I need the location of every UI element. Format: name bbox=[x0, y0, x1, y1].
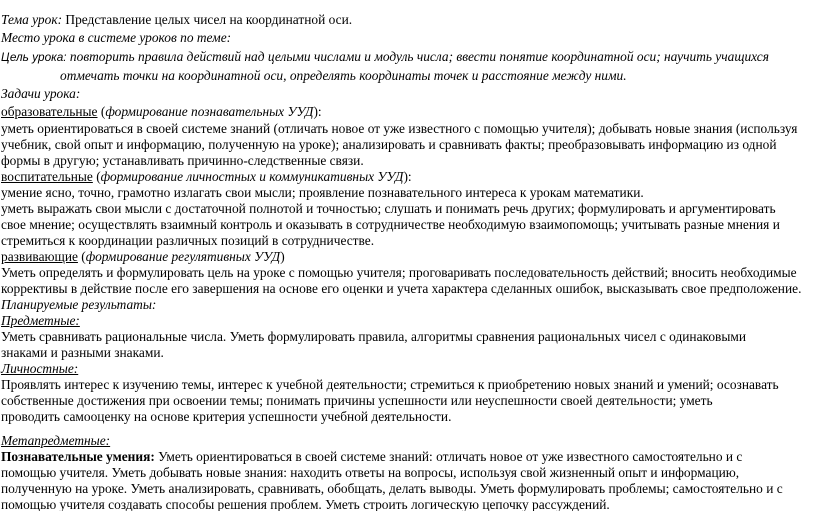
upbringing-line: умение ясно, точно, грамотно излагать свои мысли; проявление познавательного интереса к урокам математики. bbox=[1, 185, 644, 200]
personal-line: Проявлять интерес к изучению темы, интерес к учебной деятельности; стремиться к приобретению новых знаний и умений; осознавать bbox=[1, 377, 779, 392]
goal-text-2: отмечать точки на координатной оси, определять координаты точек и расстояние между ними. bbox=[60, 68, 627, 83]
educational-close: ): bbox=[313, 104, 322, 119]
personal-line: проводить самооценку на основе критерия успешности учебной деятельности. bbox=[1, 409, 452, 424]
subject-line: Уметь сравнивать рациональные числа. Уметь формулировать правила, алгоритмы сравнения рациональных чисел с одинаковыми bbox=[1, 329, 747, 344]
educational-line: уметь ориентироваться в своей системе знаний (отличать новое от уже известного с помощью учителя); добывать новые знания (используя bbox=[1, 121, 798, 136]
upbringing-head: воспитательные bbox=[1, 169, 93, 184]
meta-line: Уметь ориентироваться в своей системе знаний: отличать новое от уже известного самостоятельно и с bbox=[154, 449, 743, 464]
educational-heading bbox=[1, 104, 322, 120]
topic-text: Представление целых чисел на координатной оси. bbox=[62, 12, 353, 27]
upbringing-line: уметь выражать свои мысли с достаточной полнотой и точностью; слушать и понимать речь других; формулировать и аргументировать bbox=[1, 201, 776, 216]
upbringing-sub: формирование личностных и коммуникативных УУД bbox=[100, 169, 404, 184]
topic-label: Тема урок: bbox=[1, 12, 63, 27]
subject-label: Предметные: bbox=[1, 313, 80, 328]
meta-label: Метапредметные: bbox=[1, 433, 111, 448]
developing-head: развивающие bbox=[1, 249, 78, 264]
educational-line: формы в другую; устанавливать причинно-следственные связи. bbox=[1, 153, 364, 168]
upbringing-line: свое мнение; осуществлять взаимный контроль и оказывать в сотрудничестве необходимую взаимопомощь; учитывать разные мнения и bbox=[1, 217, 780, 232]
personal-line: собственные достижения при освоении темы; понимать причины успешности или неуспешности своей деятельности; уметь bbox=[1, 393, 713, 408]
educational-line: учебник, свой опыт и информацию, полученную на уроке); анализировать и сравнивать факты; преобразовывать информацию из одной bbox=[1, 137, 777, 152]
developing-close: ) bbox=[280, 249, 285, 264]
upbringing-line: стремиться к координации различных позиций в сотрудничестве. bbox=[1, 233, 375, 248]
personal-label: Личностные: bbox=[1, 361, 79, 376]
upbringing-close: ): bbox=[403, 169, 412, 184]
developing-line: Уметь определять и формулировать цель на уроке с помощью учителя; проговаривать последовательность действий; вносить необходимые bbox=[1, 265, 797, 280]
subject-line: знаками и разными знаками. bbox=[1, 345, 164, 360]
meta-cognitive-line bbox=[1, 449, 742, 465]
developing-line: коррективы в действие после его завершения на основе его оценки и учета характера сделанных ошибок, высказывать свое предположение. bbox=[1, 281, 802, 296]
upbringing-open: ( bbox=[92, 169, 101, 184]
developing-sub: формирование регулятивных УУД bbox=[85, 249, 281, 264]
cognitive-label: Познавательные умения: bbox=[1, 449, 155, 464]
educational-head: образовательные bbox=[1, 104, 98, 119]
upbringing-heading bbox=[1, 169, 412, 185]
meta-line: помощью учителя создавать способы решения проблем. Уметь строить логическую цепочку рассуждений. bbox=[1, 497, 610, 511]
goal-text-1: повторить правила действий над целыми числами и модуль числа; ввести понятие координатной оси; научить учащихся bbox=[66, 49, 769, 64]
developing-heading bbox=[1, 249, 285, 265]
results-label: Планируемые результаты: bbox=[1, 297, 157, 312]
place-label: Место урока в системе уроков по теме: bbox=[1, 30, 232, 45]
meta-line: полученную на уроке. Уметь анализировать, сравнивать, обобщать, делать выводы. Уметь формулировать проблемы; самостоятельно и с bbox=[1, 481, 783, 496]
educational-sub: формирование познавательных УУД bbox=[105, 104, 314, 119]
topic-line bbox=[1, 12, 352, 28]
goal-line-1 bbox=[1, 49, 769, 65]
meta-line: помощью учителя. Уметь добывать новые знания: находить ответы на вопросы, используя свой жизненный опыт и информацию, bbox=[1, 465, 740, 480]
educational-open: ( bbox=[97, 104, 106, 119]
developing-open: ( bbox=[77, 249, 86, 264]
tasks-label: Задачи урока: bbox=[1, 86, 81, 101]
goal-label: Цель урока: bbox=[1, 50, 67, 64]
